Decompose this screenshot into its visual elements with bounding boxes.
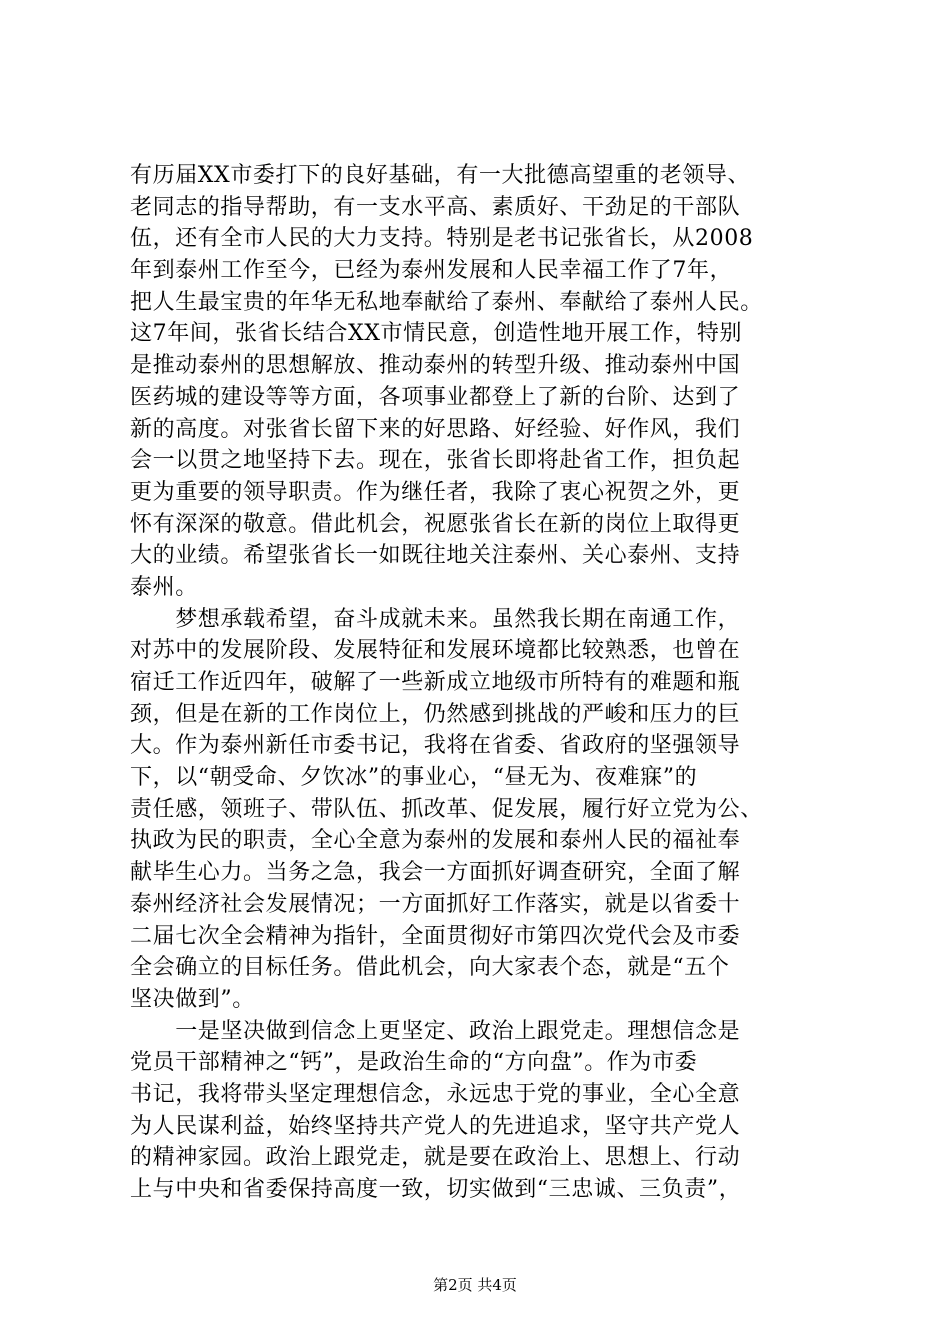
- text-line: 二届七次全会精神为指针，全面贯彻好市第四次党代会及市委: [130, 923, 741, 949]
- text-line: 责任感，领班子、带队伍、抓改革、促发展，履行好立党为公、: [130, 796, 763, 822]
- text-line: 把人生最宝贵的年华无私地奉献给了泰州、奉献给了泰州人民。: [130, 289, 763, 315]
- text-line: 梦想承载希望，奋斗成就未来。虽然我长期在南通工作，: [130, 606, 741, 632]
- text-line: 为人民谋利益，始终坚持共产党人的先进追求，坚守共产党人: [130, 1113, 741, 1139]
- text-line: 颈，但是在新的工作岗位上，仍然感到挑战的严峻和压力的巨: [130, 701, 741, 727]
- text-line: 献毕生心力。当务之急，我会一方面抓好调查研究，全面了解: [130, 860, 741, 886]
- text-line: 坚决做到”。: [130, 986, 255, 1012]
- text-line: 泰州。: [130, 574, 198, 600]
- text-line: 会一以贯之地坚持下去。现在，张省长即将赴省工作，担负起: [130, 448, 741, 474]
- page-number-label: 第2页 共4页: [433, 1276, 517, 1294]
- text-line: 下，以“朝受命、夕饮冰”的事业心，“昼无为、夜难寐”的: [130, 765, 698, 791]
- text-line: 书记，我将带头坚定理想信念，永远忠于党的事业，全心全意: [130, 1081, 741, 1107]
- text-line: 年到泰州工作至今，已经为泰州发展和人民幸福工作了7年，: [130, 258, 733, 284]
- text-line: 大。作为泰州新任市委书记，我将在省委、省政府的坚强领导: [130, 733, 741, 759]
- text-line: 的精神家园。政治上跟党走，就是要在政治上、思想上、行动: [130, 1145, 741, 1171]
- text-line: 宿迁工作近四年，破解了一些新成立地级市所特有的难题和瓶: [130, 670, 741, 695]
- text-line: 党员干部精神之“钙”，是政治生命的“方向盘”。作为市委: [130, 1050, 698, 1076]
- text-line: 老同志的指导帮助，有一支水平高、素质好、干劲足的干部队: [130, 194, 741, 220]
- text-line: 一是坚决做到信念上更坚定、政治上跟党走。理想信念是: [130, 1018, 741, 1044]
- text-line: 大的业绩。希望张省长一如既往地关注泰州、关心泰州、支持: [130, 543, 741, 569]
- text-line: 这7年间，张省长结合XX市情民意，创造性地开展工作，特别: [130, 321, 743, 347]
- text-line: 怀有深深的敬意。借此机会，祝愿张省长在新的岗位上取得更: [130, 511, 741, 537]
- text-line: 全会确立的目标任务。借此机会，向大家表个态，就是“五个: [130, 955, 730, 981]
- text-line: 新的高度。对张省长留下来的好思路、好经验、好作风，我们: [130, 416, 741, 442]
- page-footer: [0, 1275, 950, 1295]
- text-line: 有历届XX市委打下的良好基础，有一大批德高望重的老领导、: [130, 163, 751, 188]
- text-line: 伍，还有全市人民的大力支持。特别是老书记张省长，从2008: [130, 226, 754, 252]
- text-line: 是推动泰州的思想解放、推动泰州的转型升级、推动泰州中国: [130, 353, 741, 379]
- text-line: 医药城的建设等等方面，各项事业都登上了新的台阶、达到了: [130, 384, 741, 410]
- text-line: 泰州经济社会发展情况；一方面抓好工作落实，就是以省委十: [130, 891, 741, 917]
- body-text: [130, 160, 830, 1206]
- text-line: 上与中央和省委保持高度一致，切实做到“三忠诚、三负责”，: [130, 1177, 742, 1202]
- text-line: 更为重要的领导职责。作为继任者，我除了衷心祝贺之外，更: [130, 479, 741, 505]
- text-line: 执政为民的职责，全心全意为泰州的发展和泰州人民的福祉奉: [130, 828, 741, 854]
- text-line: 对苏中的发展阶段、发展特征和发展环境都比较熟悉，也曾在: [130, 638, 741, 664]
